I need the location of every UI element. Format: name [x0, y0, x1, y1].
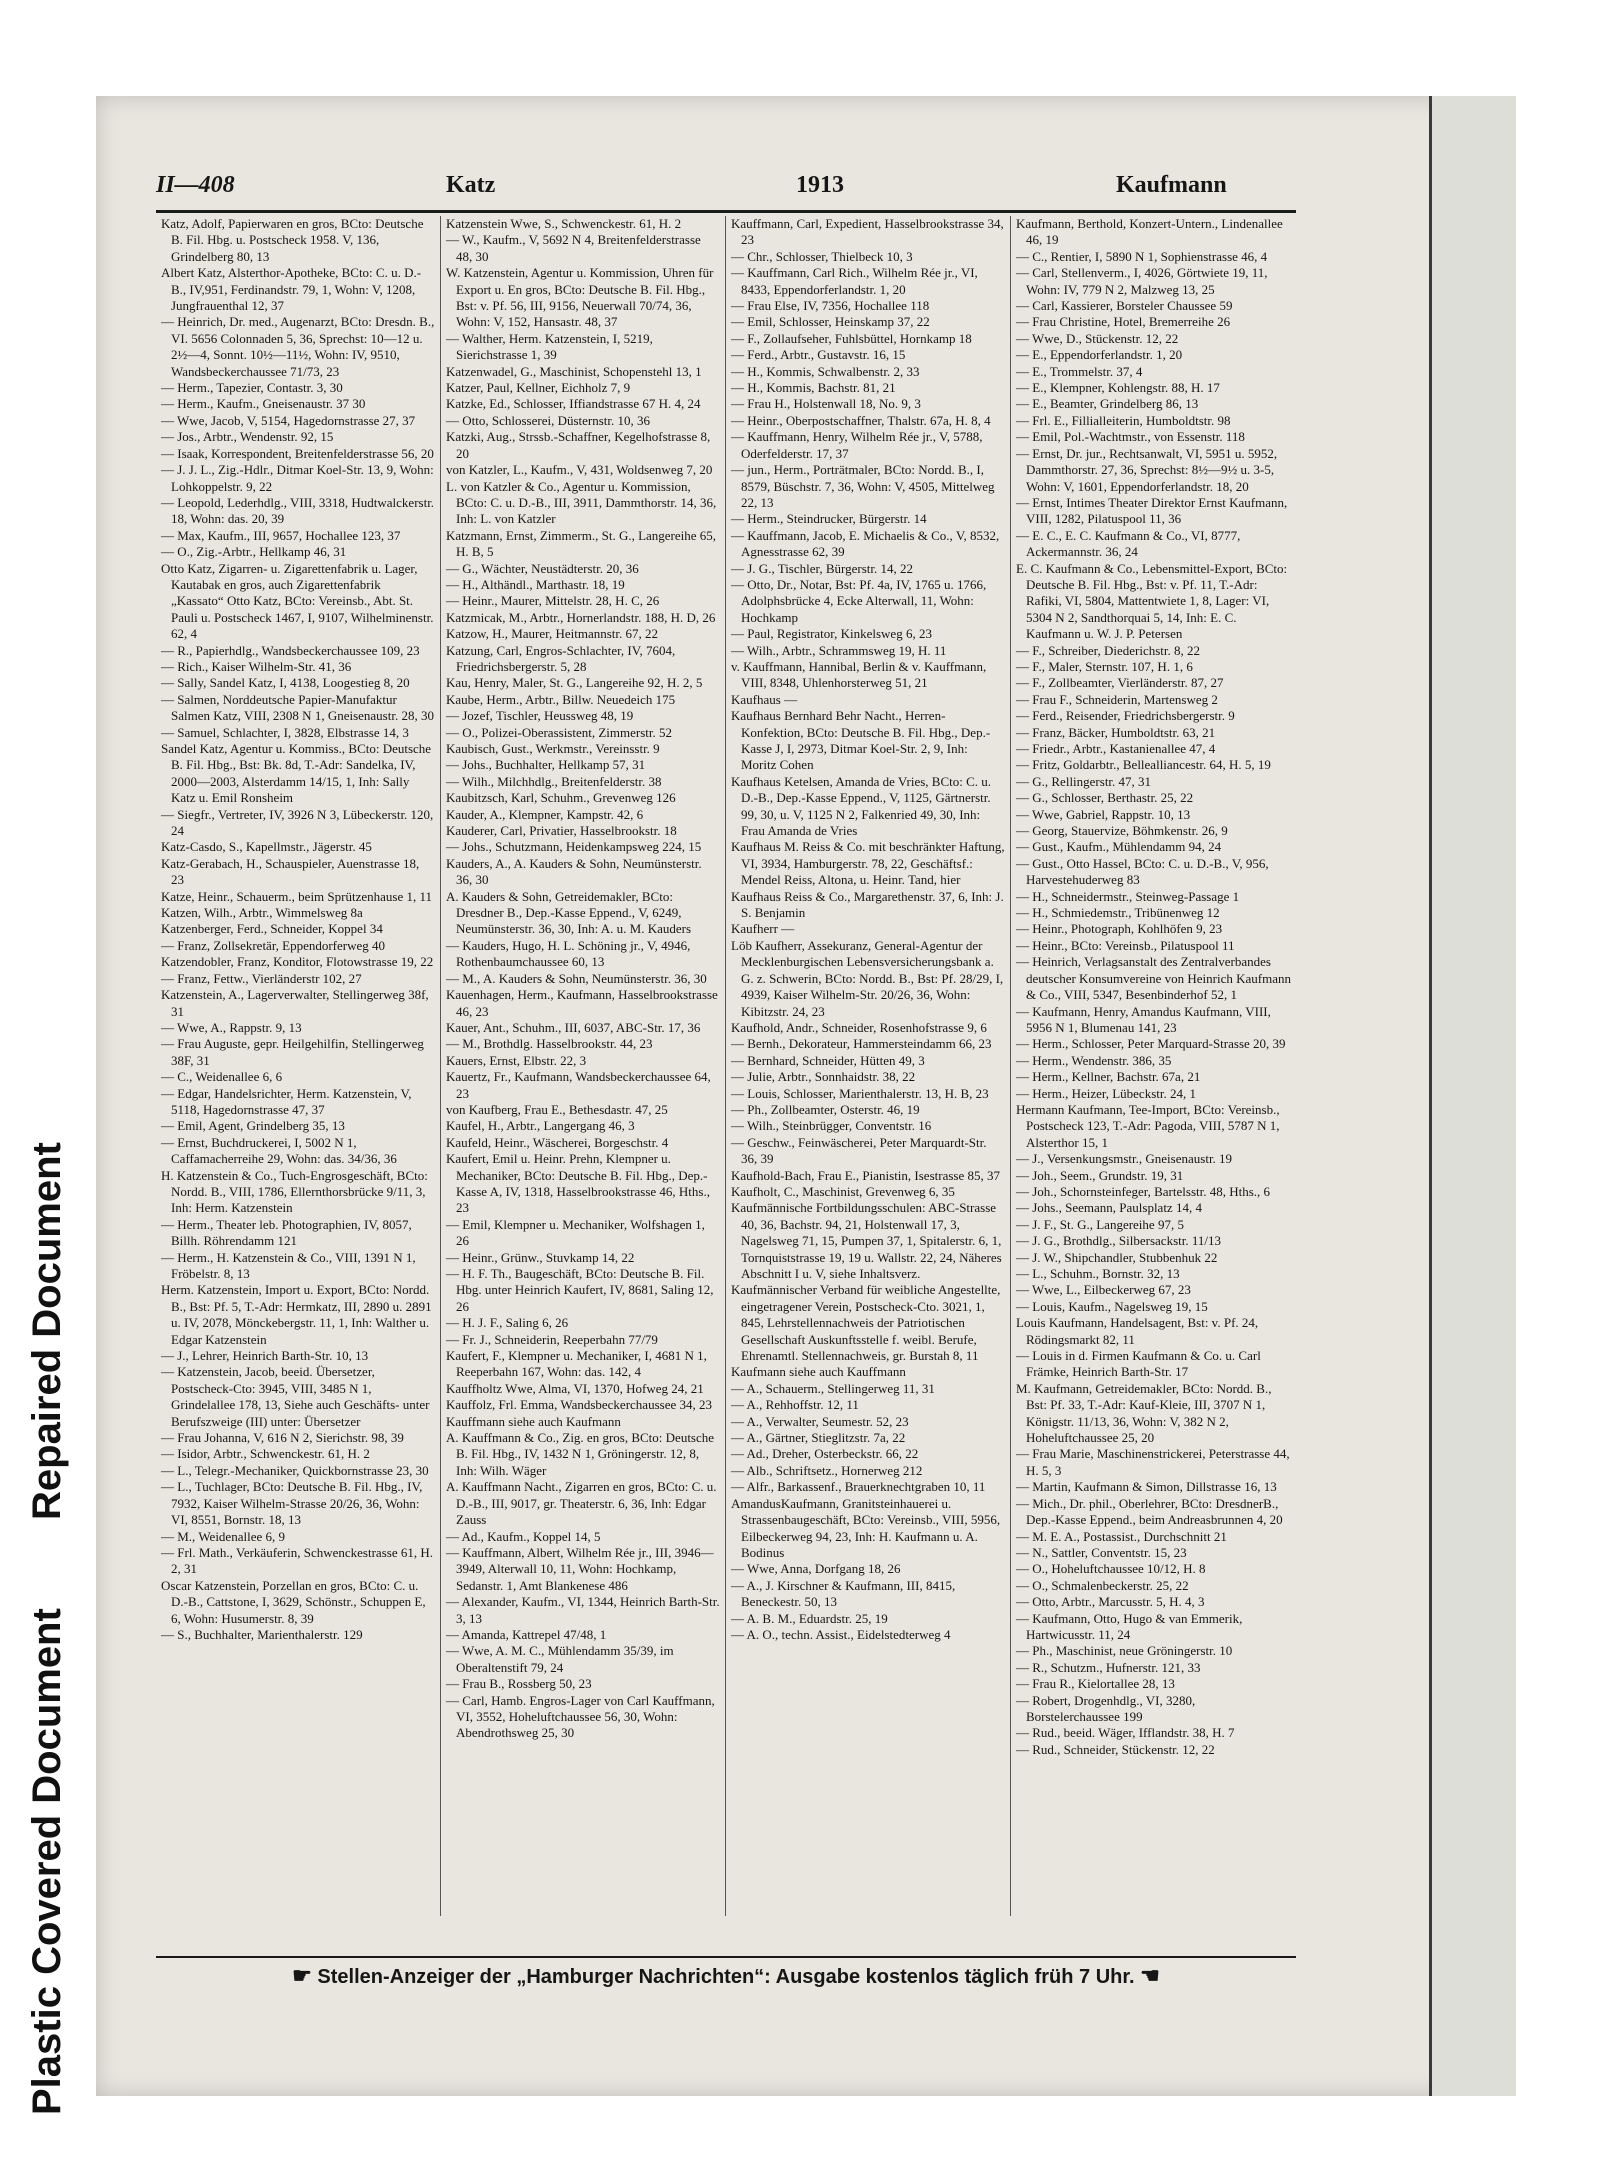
directory-entry: — Fr. J., Schneiderin, Reeperbahn 77/79	[446, 1331, 658, 1347]
directory-entry: E. C. Kaufmann & Co., Lebensmittel-Export, BCto: Deutsche B. Fil. Hbg., Bst: v. Pf. 11, T.-Adr: Rafiki, VI, 5804, Mattentwiete 1, 8, Lager: VI, 5304 N 2, Sandthorquai 5, 14, Inh: E. C. Kaufmann u. W. J. P. Petersen	[1016, 560, 1288, 642]
directory-entry: — Heinr., Maurer, Mittelstr. 28, H. C, 26	[446, 593, 660, 609]
directory-entry: — Herm., Steindrucker, Bürgerstr. 14	[731, 511, 927, 527]
directory-entry: Katzung, Carl, Engros-Schlachter, IV, 7604, Friedrichsbergerstr. 5, 28	[446, 642, 676, 674]
directory-entry: — Frau Johanna, V, 616 N 2, Sierichstr. 98, 39	[161, 1430, 404, 1446]
directory-entry: — S., Buchhalter, Marienthalerstr. 129	[161, 1626, 363, 1642]
page-header	[156, 166, 1296, 213]
side-stamp	[0, 560, 69, 2120]
directory-entry: — Samuel, Schlachter, I, 3828, Elbstrasse 14, 3	[161, 724, 409, 740]
directory-entry: — F., Zollbeamter, Vierländerstr. 87, 27	[1016, 675, 1224, 691]
directory-entry: — E. C., E. C. Kaufmann & Co., VI, 8777, Ackermannstr. 36, 24	[1016, 527, 1241, 560]
directory-entry: Katzki, Aug., Strssb.-Schaffner, Kegelhofstrasse 8, 20	[446, 429, 711, 461]
directory-entry: — L., Schuhm., Bornstr. 32, 13	[1016, 1266, 1180, 1281]
directory-entry: — Herm., Wendenstr. 386, 35	[1016, 1052, 1172, 1068]
directory-entry: Katzenwadel, G., Maschinist, Schopenstehl 13, 1	[446, 363, 702, 379]
directory-entry: Kauffmann siehe auch Kaufmann	[446, 1413, 621, 1429]
directory-entry: — Ad., Dreher, Osterbeckstr. 66, 22	[731, 1446, 919, 1462]
directory-entry: — Heinr., BCto: Vereinsb., Pilatuspool 11	[1016, 937, 1235, 953]
directory-entry: Katz-Gerabach, H., Schauspieler, Auenstrasse 18, 23	[161, 855, 420, 888]
directory-entry: — Rud., beeid. Wäger, Ifflandstr. 38, H. 7	[1016, 1725, 1235, 1741]
directory-entry: M. Kaufmann, Getreidemakler, BCto: Nordd. B., Bst: Pf. 33, T.-Adr: Kauf-Kleie, III, 3707 N 1, Königstr. 11/13, 36, Wohn: V, 382 N 2, Hoheluftchaussee 25, 20	[1016, 1380, 1272, 1446]
directory-entry: Herm. Katzenstein, Import u. Export, BCto: Nordd. B., Bst: Pf. 5, T.-Adr: Hermkatz, III, 2890 u. 2891 u. IV, 2078, Mönckebergstr. 11, 1, Inh: Walther u. Edgar Katzenstein	[161, 1282, 432, 1347]
directory-entry: — Joh., Schornsteinfeger, Bartelsstr. 48, Hths., 6	[1016, 1183, 1271, 1199]
directory-entry: — Alfr., Barkassenf., Brauerknechtgraben 10, 11	[731, 1479, 986, 1495]
directory-entry: — R., Schutzm., Hufnerstr. 121, 33	[1016, 1659, 1201, 1675]
directory-entry: — Johs., Seemann, Paulsplatz 14, 4	[1016, 1200, 1202, 1216]
directory-entry: Katzenstein, A., Lagerverwalter, Stellingerweg 38f, 31	[161, 987, 429, 1019]
directory-entry: — Ferd., Reisender, Friedrichsbergerstr. 9	[1016, 708, 1235, 724]
directory-entry: — Kauders, Hugo, H. L. Schöning jr., V, 4946, Rothenbaumchaussee 60, 13	[446, 937, 691, 970]
directory-entry: Louis Kaufmann, Handelsagent, Bst: v. Pf. 24, Rödingsmarkt 82, 11	[1016, 1315, 1259, 1347]
directory-entry: Katzke, Ed., Schlosser, Iffiandstrasse 67 H. 4, 24	[446, 396, 701, 412]
directory-entry: — Kauffmann, Albert, Wilhelm Rée jr., III, 3946—3949, Alterwall 10, 11, Wohn: Hochkamp, Sedanstr. 1, Amt Blankenese 486	[446, 1544, 714, 1593]
directory-entry: von Katzler, L., Kaufm., V, 431, Woldsenweg 7, 20	[446, 462, 713, 478]
directory-entry: — jun., Herm., Porträtmaler, BCto: Nordd. B., I, 8579, Büschstr. 7, 36, Wohn: V, 4505, Mittelweg 22, 13	[731, 462, 995, 510]
directory-entry: — H., Schmiedemstr., Tribünenweg 12	[1016, 905, 1220, 921]
directory-entry: — Frau H., Holstenwall 18, No. 9, 3	[731, 396, 921, 412]
directory-entry: — Sally, Sandel Katz, I, 4138, Loogestieg 8, 20	[161, 675, 410, 691]
directory-entry: — Edgar, Handelsrichter, Herm. Katzenstein, V, 5118, Hagedornstrasse 47, 37	[161, 1085, 412, 1117]
directory-entry: — O., Schmalenbeckerstr. 25, 22	[1016, 1577, 1189, 1593]
directory-entry: — Wilh., Milchhdlg., Breitenfelderstr. 38	[446, 773, 662, 789]
directory-entry: — H., Schneidermstr., Steinweg-Passage 1	[1016, 888, 1240, 904]
directory-entry: — O., Polizei-Oberassistent, Zimmerstr. 52	[446, 724, 673, 740]
directory-entry: — Ernst, Dr. jur., Rechtsanwalt, VI, 5951 u. 5952, Dammthorstr. 27, 36, Sprechst: 8½—9½ u. 3-5, Wohn: V, 1601, Eppendorferlandstr. 18, 20	[1016, 445, 1278, 494]
directory-entry: Kaufmännischer Verband für weibliche Angestellte, eingetragener Verein, Postscheck-Cto. 3021, 1, 845, Lehrstellennachweis der Patriotischen Gesellschaft Auskunftsstelle f. weibl. Berufe, Ehrenamtl. Stellennachweis, gr. Burstah 8, 11	[731, 1282, 1001, 1364]
directory-entry: — Ernst, Buchdruckerei, I, 5002 N 1, Caffamacherreihe 29, Wohn: das. 34/36, 36	[161, 1134, 397, 1167]
directory-entry: Kaufholt, C., Maschinist, Grevenweg 6, 35	[731, 1183, 955, 1199]
directory-entry: — A., Verwalter, Seumestr. 52, 23	[731, 1413, 909, 1429]
directory-entry: — J. G., Brothdlg., Silbersackstr. 11/13	[1016, 1233, 1221, 1249]
directory-entry: Kaufherr —	[731, 921, 795, 937]
directory-entry: — F., Maler, Sternstr. 107, H. 1, 6	[1016, 658, 1193, 674]
directory-entry: — Jos., Arbtr., Wendenstr. 92, 15	[161, 429, 334, 445]
directory-entry: — C., Weidenallee 6, 6	[161, 1069, 283, 1085]
directory-entry: — J., Lehrer, Heinrich Barth-Str. 10, 13	[161, 1348, 369, 1364]
directory-entry: — Louis, Schlosser, Marienthalerstr. 13, H. B, 23	[731, 1085, 989, 1101]
directory-entry: — E., Klempner, Kohlengstr. 88, H. 17	[1016, 380, 1220, 396]
directory-entry: — Jozef, Tischler, Heussweg 48, 19	[446, 708, 634, 724]
directory-entry: — Frau Marie, Maschinenstrickerei, Peterstrasse 44, H. 5, 3	[1016, 1446, 1290, 1478]
directory-entry: — J. F., St. G., Langereihe 97, 5	[1016, 1216, 1184, 1232]
directory-entry: Katzenstein Wwe, S., Schwenckestr. 61, H. 2	[446, 216, 682, 231]
directory-entry: — Franz, Fettw., Vierländerstr 102, 27	[161, 970, 362, 986]
directory-entry: Kauderer, Carl, Privatier, Hasselbrookstr. 18	[446, 823, 677, 839]
directory-entry: — L., Tuchlager, BCto: Deutsche B. Fil. Hbg., IV, 7932, Kaiser Wilhelm-Strasse 20/26, 36, Wohn: VI, 8551, Bornstr. 18, 13	[161, 1479, 423, 1528]
directory-entry: — Ph., Zollbeamter, Osterstr. 46, 19	[731, 1101, 920, 1117]
directory-entry: — J. W., Shipchandler, Stubbenhuk 22	[1016, 1249, 1218, 1265]
directory-entry: — E., Trommelstr. 37, 4	[1016, 363, 1143, 379]
directory-entry: — Louis, Kaufm., Nagelsweg 19, 15	[1016, 1298, 1208, 1314]
directory-entry: — Herm., Kaufm., Gneisenaustr. 37 30	[161, 396, 366, 412]
stamp-plastic-covered: Plastic Covered Document	[25, 1608, 69, 2115]
directory-entry: — Kauffmann, Carl Rich., Wilhelm Rée jr., VI, 8433, Eppendorferlandstr. 1, 20	[731, 265, 978, 297]
directory-entry: Kaufmann, Berthold, Konzert-Untern., Lindenallee 46, 19	[1016, 216, 1283, 248]
directory-entry: — E., Eppendorferlandstr. 1, 20	[1016, 347, 1183, 363]
directory-entry: Katz-Casdo, S., Kapellmstr., Jägerstr. 45	[161, 839, 372, 855]
column-1	[156, 216, 441, 1916]
header-year: 1913	[796, 172, 844, 198]
directory-entry: Kauffholtz Wwe, Alma, VI, 1370, Hofweg 24, 21	[446, 1380, 704, 1396]
directory-entry: Kaufmännische Fortbildungsschulen: ABC-Strasse 40, 36, Bachstr. 94, 21, Holstenwall 17, 3, Nagelsweg 71, 15, Pumpen 37, 1, Spitalerstr. 6, 1, Tornquiststrasse 19, 19 u. Wallstr. 22, 24, Näheres Abschnitt I u. V, siehe Inhaltsverz.	[731, 1200, 1002, 1281]
directory-entry: — Leopold, Lederhdlg., VIII, 3318, Hudtwalckerstr. 18, Wohn: das. 20, 39	[161, 494, 435, 527]
directory-entry: — Carl, Kassierer, Borsteler Chaussee 59	[1016, 298, 1233, 314]
directory-entry: — A., Rehhoffstr. 12, 11	[731, 1397, 859, 1413]
directory-entry: — M. E. A., Postassist., Durchschnitt 21	[1016, 1528, 1227, 1544]
directory-entry: — G., Schlosser, Berthastr. 25, 22	[1016, 790, 1194, 806]
facing-page-edge	[1429, 96, 1516, 2096]
directory-entry: — Frl. E., Fillialleiterin, Humboldtstr. 98	[1016, 412, 1231, 428]
directory-entry: Kauders, A., A. Kauders & Sohn, Neumünsterstr. 36, 30	[446, 855, 702, 888]
directory-entry: — J. J. L., Zig.-Hdlr., Ditmar Koel-Str. 13, 9, Wohn: Lohkoppelstr. 9, 22	[161, 462, 434, 494]
directory-entry: — A., Gärtner, Stieglitzstr. 7a, 22	[731, 1430, 906, 1446]
directory-entry: — Mich., Dr. phil., Oberlehrer, BCto: DresdnerB., Dep.-Kasse Eppend., beim Andreasbrunnen 4, 20	[1016, 1495, 1283, 1528]
directory-entry: — C., Rentier, I, 5890 N 1, Sophienstrasse 46, 4	[1016, 248, 1268, 264]
directory-entry: — Gust., Otto Hassel, BCto: C. u. D.-B., V, 956, Harvestehuderweg 83	[1016, 855, 1269, 888]
directory-entry: — Emil, Schlosser, Heinskamp 37, 22	[731, 314, 930, 330]
directory-entry: Kauers, Ernst, Elbstr. 22, 3	[446, 1052, 587, 1068]
directory-entry: — M., Brothdlg. Hasselbrookstr. 44, 23	[446, 1036, 653, 1052]
directory-entry: — Isaak, Korrespondent, Breitenfelderstrasse 56, 20	[161, 445, 434, 461]
directory-entry: — Wwe, L., Eilbeckerweg 67, 23	[1016, 1282, 1191, 1298]
directory-entry: — M., A. Kauders & Sohn, Neumünsterstr. 36, 30	[446, 970, 707, 986]
directory-entry: Kauder, A., Klempner, Kampstr. 42, 6	[446, 806, 644, 822]
directory-entry: — Heinr., Grünw., Stuvkamp 14, 22	[446, 1249, 635, 1265]
directory-entry: Löb Kaufherr, Assekuranz, General-Agentur der Mecklenburgischen Lebensversicherungsbank a. G. z. Schwerin, BCto: Nordd. B., Bst: Pf. 28/29, I, 4939, Kaiser Wilhelm-Str. 20/26, 36, Wohn: Kibitzstr. 24, 23	[731, 937, 1004, 1019]
directory-entry: — Wilh., Steinbrügger, Conventstr. 16	[731, 1118, 932, 1134]
directory-entry: Albert Katz, Alsterthor-Apotheke, BCto: C. u. D.-B., IV,951, Ferdinandstr. 79, 1, Wohn: V, 1208, Jungfrauenthal 12, 37	[161, 265, 422, 314]
directory-entry: — L., Telegr.-Mechaniker, Quickbornstrasse 23, 30	[161, 1462, 429, 1478]
directory-entry: L. von Katzler & Co., Agentur u. Kommission, BCto: C. u. D.-B., III, 3911, Dammthorstr. 14, 36, Inh: L. von Katzler	[446, 478, 717, 527]
directory-columns	[156, 216, 1296, 1916]
directory-entry: — Kauffmann, Henry, Wilhelm Rée jr., V, 5788, Oderfelderstr. 17, 37	[731, 429, 983, 461]
directory-entry: — Ernst, Intimes Theater Direktor Ernst Kaufmann, VIII, 1282, Pilatuspool 11, 36	[1016, 494, 1288, 527]
directory-entry: Katzer, Paul, Kellner, Eichholz 7, 9	[446, 380, 631, 396]
directory-entry: — Salmen, Norddeutsche Papier-Manufaktur Salmen Katz, VIII, 2308 N 1, Gneisenaustr. 28, 30	[161, 691, 434, 724]
directory-entry: — Friedr., Arbtr., Kastanienallee 47, 4	[1016, 741, 1216, 756]
directory-entry: — F., Schreiber, Diederichstr. 8, 22	[1016, 642, 1201, 658]
directory-entry: — Carl, Hamb. Engros-Lager von Carl Kauffmann, VI, 3552, Hoheluftchaussee 56, 30, Wohn: Abendrothsweg 25, 30	[446, 1692, 715, 1741]
directory-entry: Katzen, Wilh., Arbtr., Wimmelsweg 8a	[161, 905, 363, 921]
directory-entry: — Wwe, A., Rappstr. 9, 13	[161, 1019, 302, 1035]
directory-entry: Kaufhaus M. Reiss & Co. mit beschränkter Haftung, VI, 3934, Hamburgerstr. 78, 22, Geschäftsf.: Mendel Reiss, Altona, u. Heinr. Tand, hier	[731, 839, 1005, 888]
directory-entry: — Katzenstein, Jacob, beeid. Übersetzer, Postscheck-Cto: 3945, VIII, 3485 N 1, Grindelallee 178, 13, Siehe auch Geschäfts- unter Berufszweige (III) unter: Übersetzer	[161, 1364, 430, 1429]
directory-entry: — H. J. F., Saling 6, 26	[446, 1315, 569, 1331]
footer-text: Stellen-Anzeiger der „Hamburger Nachrichten“: Ausgabe kostenlos täglich früh 7 Uhr.	[317, 1966, 1135, 1988]
directory-entry: — Herm., Heizer, Lübeckstr. 24, 1	[1016, 1085, 1196, 1101]
directory-entry: Otto Katz, Zigarren- u. Zigarettenfabrik u. Lager, Kautabak en gros, auch Zigarettenfabrik „Kassato“ Otto Katz, BCto: Vereinsb., Abt. St. Pauli u. Postscheck 1467, I, 9107, Wilhelminenstr. 62, 4	[161, 560, 434, 642]
directory-entry: Katzmann, Ernst, Zimmerm., St. G., Langereihe 65, H. B, 5	[446, 527, 717, 560]
directory-entry: — Herm., Theater leb. Photographien, IV, 8057, Billh. Röhrendamm 121	[161, 1216, 412, 1249]
directory-entry: — Bernh., Dekorateur, Hammersteindamm 66, 23	[731, 1036, 992, 1052]
directory-entry: — O., Hoheluftchaussee 10/12, H. 8	[1016, 1561, 1206, 1577]
directory-entry: — Heinrich, Verlagsanstalt des Zentralverbandes deutscher Konsumvereine von Heinrich Kaufmann & Co., VIII, 5347, Besenbinderhof 52, 1	[1016, 954, 1291, 1003]
directory-entry: A. Kauders & Sohn, Getreidemakler, BCto: Dresdner B., Dep.-Kasse Eppend., V, 6249, Neumünsterstr. 36, 30, Inh: A. u. M. Kauders	[446, 888, 692, 937]
directory-entry: — Otto, Schlosserei, Düsternstr. 10, 36	[446, 412, 651, 428]
directory-entry: — Emil, Agent, Grindelberg 35, 13	[161, 1118, 345, 1134]
header-left-word: Katz	[446, 172, 496, 198]
directory-entry: Kauffolz, Frl. Emma, Wandsbeckerchaussee 34, 23	[446, 1397, 712, 1413]
pointing-hand-icon: ☚	[1140, 1963, 1160, 1988]
directory-entry: — Louis in d. Firmen Kaufmann & Co. u. Carl Främke, Heinrich Barth-Str. 17	[1016, 1348, 1261, 1380]
directory-entry: — Heinr., Photograph, Kohlhöfen 9, 23	[1016, 921, 1223, 937]
directory-entry: — G., Wächter, Neustädterstr. 20, 36	[446, 560, 639, 576]
directory-entry: — Isidor, Arbtr., Schwenckestr. 61, H. 2	[161, 1446, 370, 1462]
directory-entry: — Frl. Math., Verkäuferin, Schwenckestrasse 61, H. 2, 31	[161, 1544, 433, 1577]
directory-entry: — G., Rellingerstr. 47, 31	[1016, 773, 1152, 789]
directory-entry: — Heinr., Oberpostschaffner, Thalstr. 67a, H. 8, 4	[731, 412, 991, 428]
page-footer	[156, 1956, 1296, 1994]
directory-entry: Kauenhagen, Herm., Kaufmann, Hasselbrookstrasse 46, 23	[446, 987, 718, 1019]
directory-entry: Kauffmann, Carl, Expedient, Hasselbrookstrasse 34, 23	[731, 216, 1004, 248]
directory-entry: — Frau Auguste, gepr. Heilgehilfin, Stellingerweg 38F, 31	[161, 1036, 424, 1068]
directory-entry: — Robert, Drogenhdlg., VI, 3280, Borstelerchaussee 199	[1016, 1692, 1196, 1724]
directory-entry: Hermann Kaufmann, Tee-Import, BCto: Vereinsb., Postscheck 123, T.-Adr: Pagoda, VIII, 5787 N 1, Alsterthor 15, 1	[1016, 1101, 1280, 1150]
directory-entry: — Wwe, D., Stückenstr. 12, 22	[1016, 330, 1179, 346]
directory-entry: — Franz, Bäcker, Humboldtstr. 63, 21	[1016, 724, 1216, 740]
directory-entry: — A., J. Kirschner & Kaufmann, III, 8415, Beneckestr. 50, 13	[731, 1577, 956, 1610]
column-3	[726, 216, 1011, 1916]
column-2	[441, 216, 726, 1916]
directory-entry: Kau, Henry, Maler, St. G., Langereihe 92, H. 2, 5	[446, 675, 703, 691]
directory-entry: — Frau Else, IV, 7356, Hochallee 118	[731, 298, 930, 314]
directory-entry: — Joh., Seem., Grundstr. 19, 31	[1016, 1167, 1184, 1183]
directory-entry: Oscar Katzenstein, Porzellan en gros, BCto: C. u. D.-B., Cattstone, I, 3629, Schönstr., Schuppen E, 6, Wohn: Husumerstr. 8, 39	[161, 1577, 426, 1626]
directory-entry: — Carl, Stellenverm., I, 4026, Görtwiete 19, 11, Wohn: IV, 779 N 2, Malzweg 13, 25	[1016, 265, 1268, 297]
directory-entry: — Herm., Tapezier, Contastr. 3, 30	[161, 380, 343, 396]
directory-entry: A. Kauffmann Nacht., Zigarren en gros, BCto: C. u. D.-B., III, 9017, gr. Theaterstr. 6, 36, Inh: Edgar Zauss	[446, 1479, 717, 1528]
directory-entry: — A., Schauerm., Stellingerweg 11, 31	[731, 1380, 935, 1396]
directory-entry: — Frau Christine, Hotel, Bremerreihe 26	[1016, 314, 1231, 330]
directory-entry: — Wwe, Gabriel, Rappstr. 10, 13	[1016, 806, 1191, 822]
directory-entry: Katze, Heinr., Schauerm., beim Sprützenhause 1, 11	[161, 888, 432, 904]
directory-entry: — Wwe, Jacob, V, 5154, Hagedornstrasse 27, 37	[161, 412, 416, 428]
directory-entry: Kaufhaus Reiss & Co., Margarethenstr. 37, 6, Inh: J. S. Benjamin	[731, 888, 1004, 921]
directory-entry: Kaufhaus Bernhard Behr Nacht., Herren-Konfektion, BCto: Deutsche B. Fil. Hbg., Dep.-Kasse J, I, 2973, Ditmar Koel-Str. 2, 9, Inh: Moritz Cohen	[731, 708, 991, 773]
directory-entry: — Wilh., Arbtr., Schrammsweg 19, H. 11	[731, 642, 947, 658]
directory-entry: — Johs., Buchhalter, Hellkamp 57, 31	[446, 757, 646, 773]
directory-entry: — Fritz, Goldarbtr., Bellealliancestr. 64, H. 5, 19	[1016, 757, 1271, 773]
directory-entry: — M., Weidenallee 6, 9	[161, 1528, 285, 1544]
directory-entry: — Rud., Schneider, Stückenstr. 12, 22	[1016, 1741, 1215, 1757]
directory-entry: — Alexander, Kaufm., VI, 1344, Heinrich Barth-Str. 3, 13	[446, 1594, 720, 1626]
directory-entry: Kaube, Herm., Arbtr., Billw. Neuedeich 175	[446, 691, 676, 707]
directory-entry: — Frau F., Schneiderin, Martensweg 2	[1016, 691, 1218, 707]
directory-entry: — Kaufmann, Henry, Amandus Kaufmann, VIII, 5956 N 1, Blumenau 141, 23	[1016, 1003, 1271, 1035]
directory-entry: — Otto, Arbtr., Marcusstr. 5, H. 4, 3	[1016, 1594, 1205, 1610]
directory-entry: Kaufmann siehe auch Kauffmann	[731, 1364, 906, 1380]
directory-entry: — Walther, Herm. Katzenstein, I, 5219, Sierichstrasse 1, 39	[446, 330, 653, 363]
directory-entry: A. Kauffmann & Co., Zig. en gros, BCto: Deutsche B. Fil. Hbg., IV, 1432 N 1, Gröningerstr. 12, 8, Inh: Wilh. Wäger	[446, 1430, 715, 1478]
directory-entry: Kaubisch, Gust., Werkmstr., Vereinsstr. 9	[446, 741, 660, 756]
directory-entry: Kaufhold, Andr., Schneider, Rosenhofstrasse 9, 6	[731, 1019, 987, 1035]
directory-entry: Katz, Adolf, Papierwaren en gros, BCto: Deutsche B. Fil. Hbg. u. Postscheck 1958. V, 136, Grindelberg 80, 13	[161, 216, 424, 264]
directory-entry: — Bernhard, Schneider, Hütten 49, 3	[731, 1052, 925, 1068]
directory-entry: Kaufert, F., Klempner u. Mechaniker, I, 4681 N 1, Reeperbahn 167, Wohn: das. 142, 4	[446, 1348, 707, 1380]
directory-entry: — Paul, Registrator, Kinkelsweg 6, 23	[731, 626, 932, 642]
directory-entry: — E., Beamter, Grindelberg 86, 13	[1016, 396, 1199, 412]
directory-entry: — Chr., Schlosser, Thielbeck 10, 3	[731, 248, 913, 264]
directory-entry: H. Katzenstein & Co., Tuch-Engrosgeschäft, BCto: Nordd. B., VIII, 1786, Ellernthorsbrücke 9/11, 3, Inh: Herm. Katzenstein	[161, 1167, 428, 1216]
directory-entry: W. Katzenstein, Agentur u. Kommission, Uhren für Export u. En gros, BCto: Deutsche B. Fil. Hbg., Bst: v. Pf. 56, III, 9156, Neuerwall 70/74, 36, Wohn: V, 152, Hansastr. 48, 37	[446, 265, 714, 330]
directory-entry: — Franz, Zollsekretär, Eppendorferweg 40	[161, 937, 386, 953]
directory-entry: — H., Kommis, Schwalbenstr. 2, 33	[731, 363, 920, 379]
directory-entry: — Frau R., Kielortallee 28, 13	[1016, 1676, 1175, 1692]
directory-entry: — O., Zig.-Arbtr., Hellkamp 46, 31	[161, 544, 347, 560]
directory-entry: — Ad., Kaufm., Koppel 14, 5	[446, 1528, 601, 1544]
directory-entry: — W., Kaufm., V, 5692 N 4, Breitenfelderstrasse 48, 30	[446, 232, 701, 264]
directory-entry: von Kaufberg, Frau E., Bethesdastr. 47, 25	[446, 1101, 668, 1117]
directory-entry: Kaufeld, Heinr., Wäscherei, Borgeschstr. 4	[446, 1134, 669, 1150]
directory-entry: — Emil, Klempner u. Mechaniker, Wolfshagen 1, 26	[446, 1216, 705, 1249]
directory-entry: Sandel Katz, Agentur u. Kommiss., BCto: Deutsche B. Fil. Hbg., Bst: Bk. 8d, T.-Adr: Sandelka, IV, 2000—2003, Alsterdamm 14/15, 1, Inh: Sally Katz u. Emil Ronsheim	[161, 741, 432, 806]
directory-entry: Katzow, H., Maurer, Heitmannstr. 67, 22	[446, 626, 659, 642]
directory-entry: — Geschw., Feinwäscherei, Peter Marquardt-Str. 36, 39	[731, 1134, 987, 1167]
directory-entry: — Herm., Kellner, Bachstr. 67a, 21	[1016, 1069, 1201, 1085]
page-number: II—408	[156, 172, 235, 198]
directory-entry: Kaufhaus Ketelsen, Amanda de Vries, BCto: C. u. D.-B., Dep.-Kasse Eppend., V, 1125, Gärtnerstr. 99, 30, u. V, 1125 N 2, Falkenried 49, 30, Inh: Frau Amanda de Vries	[731, 773, 992, 839]
directory-entry: — F., Zollaufseher, Fuhlsbüttel, Hornkamp 18	[731, 330, 972, 346]
directory-entry: Kaufhold-Bach, Frau E., Pianistin, Isestrasse 85, 37	[731, 1167, 1000, 1183]
header-right-word: Kaufmann	[1116, 172, 1227, 198]
directory-entry: — Ferd., Arbtr., Gustavstr. 16, 15	[731, 347, 906, 363]
directory-entry: — Amanda, Kattrepel 47/48, 1	[446, 1626, 607, 1642]
directory-entry: — Kauffmann, Jacob, E. Michaelis & Co., V, 8532, Agnesstrasse 62, 39	[731, 527, 1000, 560]
directory-entry: — Georg, Stauervize, Böhmkenstr. 26, 9	[1016, 823, 1228, 839]
directory-entry: — Julie, Arbtr., Sonnhaidstr. 38, 22	[731, 1069, 916, 1085]
directory-entry: — J., Versenkungsmstr., Gneisenaustr. 19	[1016, 1151, 1233, 1167]
directory-entry: — Otto, Dr., Notar, Bst: Pf. 4a, IV, 1765 u. 1766, Adolphsbrücke 4, Ecke Alterwall, 11, Wohn: Hochkamp	[731, 576, 987, 625]
directory-entry: — Gust., Kaufm., Mühlendamm 94, 24	[1016, 839, 1222, 855]
directory-entry: — Ph., Maschinist, neue Gröningerstr. 10	[1016, 1643, 1233, 1659]
directory-entry: — Max, Kaufm., III, 9657, Hochallee 123, 37	[161, 527, 401, 543]
directory-entry: Kauer, Ant., Schuhm., III, 6037, ABC-Str. 17, 36	[446, 1019, 701, 1035]
directory-entry: — Herm., H. Katzenstein & Co., VIII, 1391 N 1, Fröbelstr. 8, 13	[161, 1249, 416, 1281]
directory-entry: — Frau B., Rossberg 50, 23	[446, 1676, 592, 1692]
stamp-repaired: Repaired Document	[25, 1142, 69, 1520]
directory-page	[96, 96, 1516, 2096]
directory-entry: Katzmicak, M., Arbtr., Hornerlandstr. 188, H. D, 26	[446, 609, 716, 625]
directory-entry: v. Kauffmann, Hannibal, Berlin & v. Kauffmann, VIII, 8348, Uhlenhorsterweg 51, 21	[731, 658, 987, 691]
directory-entry: AmandusKaufmann, Granitsteinhauerei u. Strassenbaugeschäft, BCto: Vereinsb., VIII, 5956, Eilbeckerweg 94, 23, Inh: H. Kaufmann u. A. Bodinus	[731, 1495, 1001, 1560]
directory-entry: — A. B. M., Eduardstr. 25, 19	[731, 1610, 888, 1626]
directory-entry: — Rich., Kaiser Wilhelm-Str. 41, 36	[161, 658, 352, 674]
directory-entry: — Emil, Pol.-Wachtmstr., von Essenstr. 118	[1016, 429, 1245, 445]
directory-entry: — A. O., techn. Assist., Eidelstedterweg 4	[731, 1626, 951, 1642]
directory-entry: — R., Papierhdlg., Wandsbeckerchaussee 109, 23	[161, 642, 420, 658]
directory-entry: — Kaufmann, Otto, Hugo & van Emmerik, Hartwicusstr. 11, 24	[1016, 1610, 1243, 1642]
directory-entry: — Wwe, Anna, Dorfgang 18, 26	[731, 1561, 901, 1577]
directory-entry: — N., Sattler, Conventstr. 15, 23	[1016, 1544, 1187, 1560]
directory-entry: — H. F. Th., Baugeschäft, BCto: Deutsche B. Fil. Hbg. unter Heinrich Kaufert, IV, 8681, Saling 12, 26	[446, 1266, 714, 1314]
directory-entry: — Siegfr., Vertreter, IV, 3926 N 3, Lübeckerstr. 120, 24	[161, 806, 434, 839]
directory-entry: Kaufhaus —	[731, 691, 798, 707]
directory-entry: Kauertz, Fr., Kaufmann, Wandsbeckerchaussee 64, 23	[446, 1069, 711, 1101]
directory-entry: — H., Kommis, Bachstr. 81, 21	[731, 380, 896, 396]
directory-entry: Kaufert, Emil u. Heinr. Prehn, Klempner u. Mechaniker, BCto: Deutsche B. Fil. Hbg., Dep.-Kasse A, IV, 1318, Hasselbrookstrasse 46, Hths., 23	[446, 1151, 710, 1216]
directory-entry: — Herm., Schlosser, Peter Marquard-Strasse 20, 39	[1016, 1036, 1286, 1052]
directory-entry: — Alb., Schriftsetz., Hornerweg 212	[731, 1462, 923, 1478]
directory-entry: Kaufel, H., Arbtr., Langergang 46, 3	[446, 1118, 635, 1134]
directory-entry: — Wwe, A. M. C., Mühlendamm 35/39, im Oberaltenstift 79, 24	[446, 1643, 674, 1675]
column-4	[1011, 216, 1296, 1916]
directory-entry: Kaubitzsch, Karl, Schuhm., Grevenweg 126	[446, 790, 676, 806]
directory-entry: — Martin, Kaufmann & Simon, Dillstrasse 16, 13	[1016, 1479, 1277, 1495]
pointing-hand-icon: ☛	[292, 1963, 312, 1988]
directory-entry: Katzendobler, Franz, Konditor, Flotowstrasse 19, 22	[161, 954, 434, 970]
directory-entry: — Heinrich, Dr. med., Augenarzt, BCto: Dresdn. B., VI. 5656 Colonnaden 5, 36, Sprechst: 10—12 u. 2½—4, Sonnt. 10½—11½, Wohn: IV, 9510, Wandsbeckerchaussee 71/73, 23	[161, 314, 435, 379]
directory-entry: — Johs., Schutzmann, Heidenkampsweg 224, 15	[446, 839, 702, 855]
directory-entry: — J. G., Tischler, Bürgerstr. 14, 22	[731, 560, 913, 576]
directory-entry: — H., Althändl., Marthastr. 18, 19	[446, 576, 625, 592]
directory-entry: Katzenberger, Ferd., Schneider, Koppel 34	[161, 921, 383, 937]
